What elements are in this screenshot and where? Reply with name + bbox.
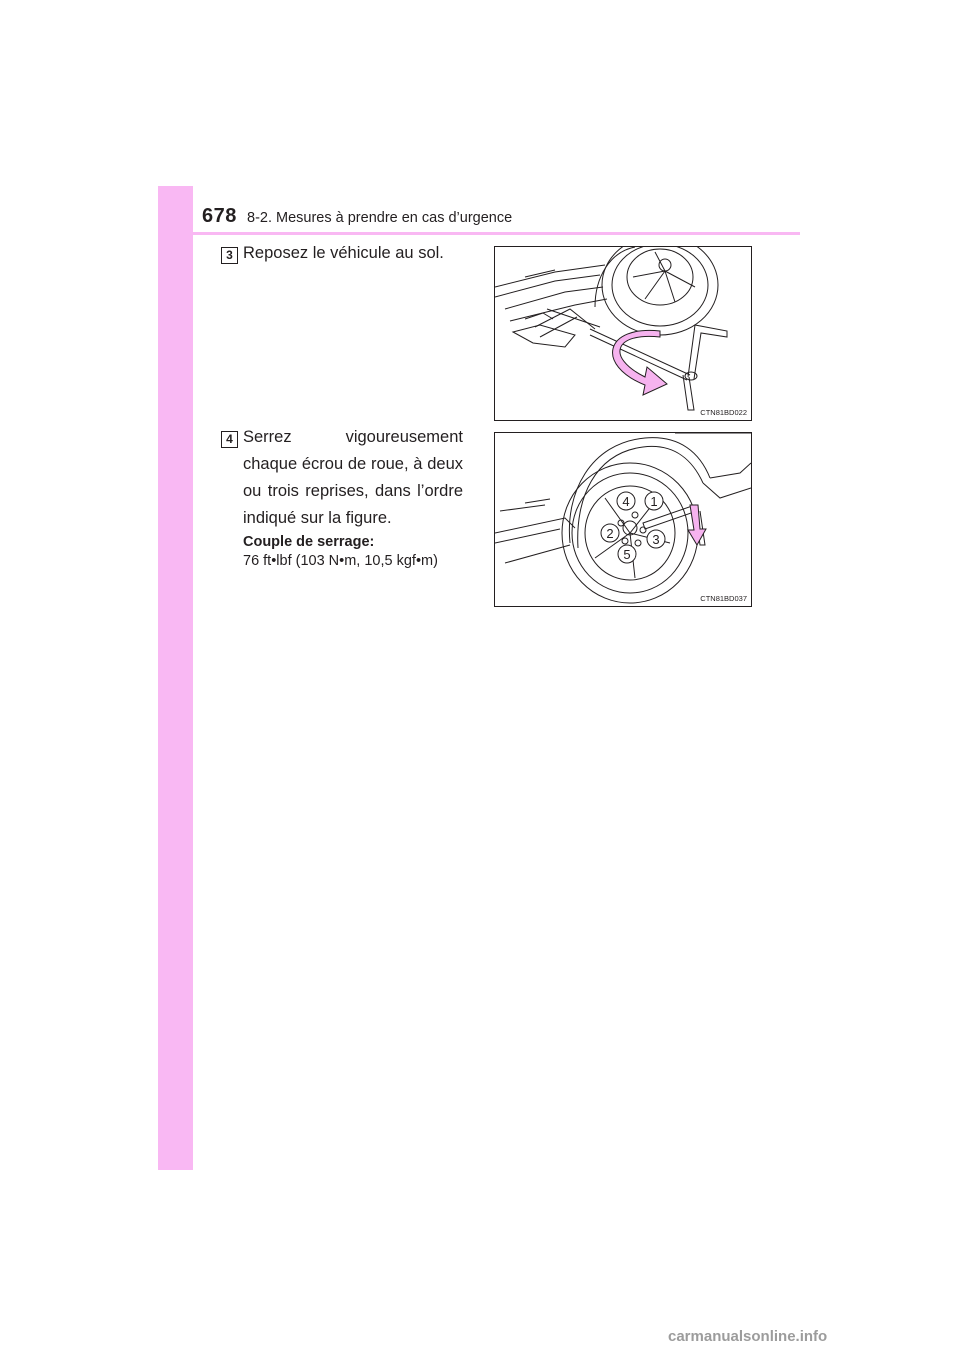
- figure-code: CTN81BD037: [700, 594, 747, 603]
- rotation-arrow-icon: [613, 330, 667, 395]
- step-number-3: 3: [221, 247, 238, 264]
- header-rule: [158, 232, 800, 235]
- nut-order-label-4: 4: [622, 494, 630, 509]
- figure-tightening-order: [494, 432, 752, 607]
- chapter-sidebar-tab: [158, 186, 193, 1170]
- figure-lower-vehicle: [494, 246, 752, 421]
- torque-value: 76 ft•lbf (103 N•m, 10,5 kgf•m): [243, 553, 438, 569]
- page-number: 678: [202, 205, 237, 227]
- step-4-text: Serrez vigoureusement chaque écrou de roue, à deux ou trois reprises, dans l’ordre indiqué sur la figure.: [243, 428, 463, 527]
- nut-order-label-3: 3: [652, 532, 660, 547]
- down-arrow-icon: [688, 505, 706, 545]
- step-3-text: Reposez le véhicule au sol.: [243, 244, 444, 262]
- figure-code: CTN81BD022: [700, 408, 747, 417]
- wheel-nut-order-illustration: [495, 433, 751, 606]
- nut-order-label-2: 2: [606, 526, 614, 541]
- step-number-4: 4: [221, 431, 238, 448]
- torque-label: Couple de serrage:: [243, 534, 375, 550]
- watermark: carmanualsonline.info: [668, 1328, 828, 1345]
- nut-order-label-1: 1: [650, 494, 658, 509]
- nut-order-label-5: 5: [623, 547, 631, 562]
- section-title: 8-2. Mesures à prendre en cas d’urgence: [247, 210, 513, 226]
- jack-lowering-illustration: [495, 247, 751, 420]
